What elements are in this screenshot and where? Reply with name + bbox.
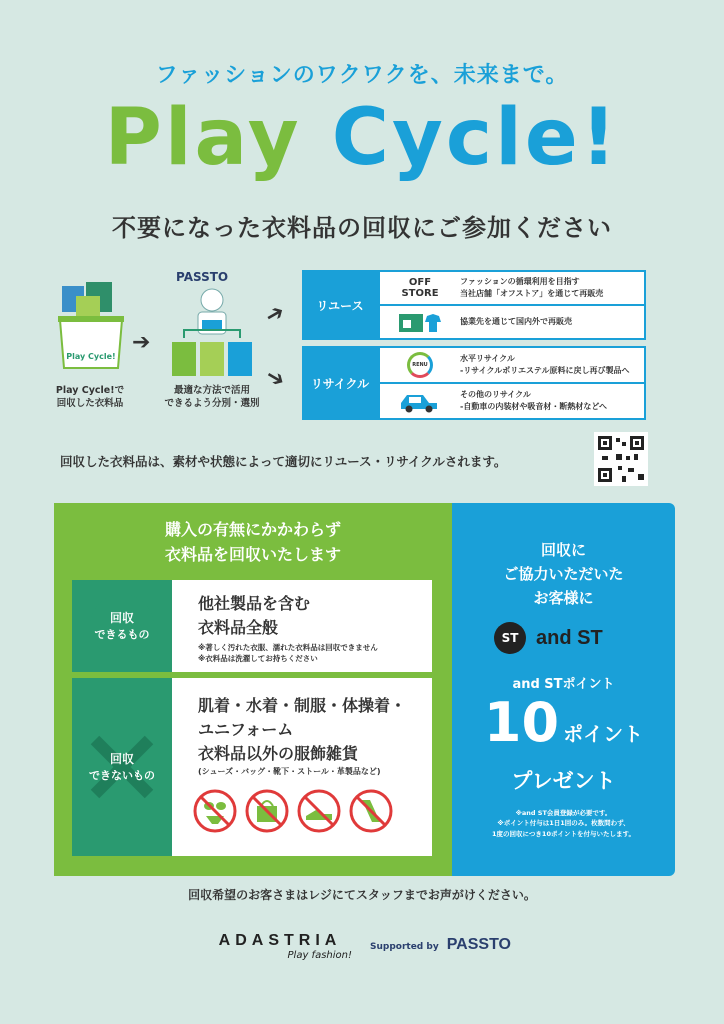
sorting-note: 回収した衣料品は、素材や状態によって適切にリユース・リサイクルされます。 bbox=[60, 454, 507, 469]
logo-play: Play bbox=[104, 93, 302, 183]
cannot-collect-label-area bbox=[72, 678, 172, 856]
reward-fine-print: ※and ST会員登録が必要です。 ※ポイント付与は1日1回のみ。枚数問わず、 1度の回収につき10ポイントを付与いたします。 bbox=[492, 809, 635, 838]
reuse-row1-text: ファッションの循環利用を目指す 当社店舗「オフストア」を通じて再販売 bbox=[460, 277, 604, 298]
can-collect-label-area bbox=[72, 580, 172, 672]
no-shoes-icon bbox=[296, 788, 342, 834]
cannot-collect-badge: 回収 できないもの bbox=[89, 751, 155, 782]
supported-by-label: Supported by bbox=[370, 942, 439, 952]
cannot-collect-text: 肌着・水着・制服・体操着・ ユニフォーム 衣料品以外の服飾雑貨 bbox=[198, 696, 407, 763]
can-collect-badge: 回収 できるもの bbox=[90, 594, 154, 658]
headline: 不要になった衣料品の回収にご参加ください bbox=[112, 214, 612, 242]
cannot-collect-box bbox=[172, 678, 432, 856]
points-label: and STポイント bbox=[512, 677, 615, 692]
and-st-logo bbox=[494, 622, 603, 654]
logo-cycle: Cycle! bbox=[331, 93, 620, 183]
recycle-row-renu bbox=[380, 348, 644, 382]
can-collect-text: 他社製品を含む 衣料品全般 bbox=[198, 594, 311, 637]
reuse-row2-text: 協業先を通じて国内外で再販売 bbox=[460, 317, 572, 326]
sorting-illustration bbox=[166, 286, 258, 378]
passto-logo: PASSTO bbox=[446, 936, 511, 953]
points-amount bbox=[452, 691, 675, 754]
cannot-collect-note: (シューズ・バッグ・靴下・ストール・革製品など) bbox=[198, 767, 381, 776]
recycle-row-other bbox=[380, 384, 644, 418]
qr-code[interactable] bbox=[594, 432, 648, 486]
no-scarf-icon bbox=[348, 788, 394, 834]
collection-panel-title: 購入の有無にかかわらず 衣料品を回収いたします bbox=[164, 520, 341, 564]
arrow-upright-icon: ➔ bbox=[260, 299, 290, 330]
step1-caption: Play Cycle!で 回収した衣料品 bbox=[55, 385, 125, 410]
recycle-row1-text: 水平リサイクル -リサイクルポリエステル原料に戻し再び製品へ bbox=[460, 354, 630, 375]
adastria-logo: ADASTRIA Play fashion! bbox=[218, 932, 352, 961]
renu-logo: RENU bbox=[380, 352, 460, 378]
reuse-row-partners bbox=[380, 306, 644, 338]
st-badge: ST bbox=[494, 622, 526, 654]
recycle-row2-text: その他のリサイクル -自動車の内装材や吸音材・断熱材などへ bbox=[460, 390, 607, 411]
can-collect-notes: ※著しく汚れた衣服、濡れた衣料品は回収できません ※衣料品は洗濯してお持ちください bbox=[198, 643, 378, 664]
step2-caption: 最適な方法で活用 できるよう分別・選別 bbox=[164, 385, 260, 410]
store-icon bbox=[380, 310, 460, 334]
box-label: Play Cycle! bbox=[66, 352, 116, 361]
can-collect-box bbox=[172, 580, 432, 672]
supported-by bbox=[370, 936, 511, 954]
reward-intro: 回収に ご協力いただいた お客様に bbox=[503, 541, 624, 607]
points-unit: ポイント bbox=[563, 722, 644, 746]
qr-code-icon bbox=[598, 436, 644, 482]
passto-label: PASSTO bbox=[176, 270, 229, 284]
present-text: プレゼント bbox=[511, 769, 616, 793]
tagline: ファッションのワクワクを、未来まで。 bbox=[155, 63, 569, 88]
and-st-brand: and ST bbox=[536, 626, 603, 649]
points-value: 10 bbox=[483, 691, 560, 754]
arrow-right-icon: ➔ bbox=[132, 330, 151, 355]
reuse-label: リユース bbox=[302, 270, 378, 340]
footer-instruction: 回収希望のお客さまはレジにてスタッフまでお声がけください。 bbox=[188, 888, 536, 902]
no-underwear-icon bbox=[192, 788, 238, 834]
recycle-label: リサイクル bbox=[302, 346, 378, 420]
offstore-logo: OFF STORE bbox=[401, 277, 439, 299]
play-cycle-logo bbox=[0, 93, 724, 183]
car-icon bbox=[380, 389, 460, 413]
prohibited-icons bbox=[192, 788, 432, 834]
no-bag-icon bbox=[244, 788, 290, 834]
arrow-downright-icon: ➔ bbox=[260, 363, 290, 394]
reuse-row-offstore bbox=[380, 272, 644, 304]
